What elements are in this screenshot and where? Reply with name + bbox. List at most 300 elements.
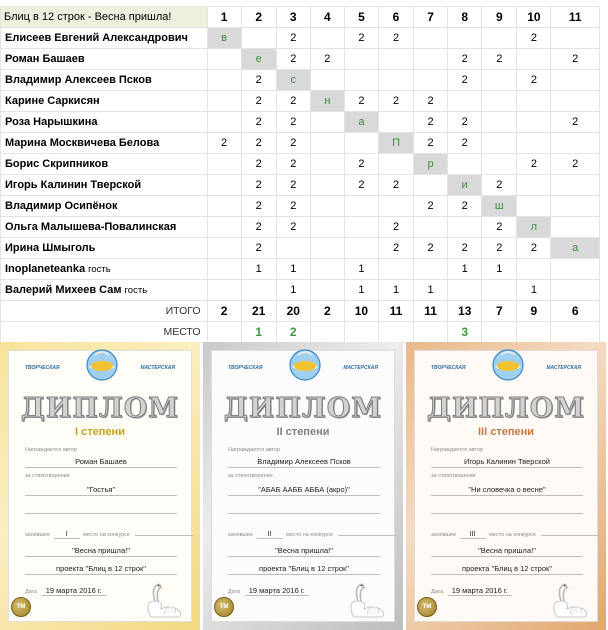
- score-cell: 1: [448, 259, 482, 280]
- participant-name-text: Роза Нарышкина: [5, 116, 98, 128]
- score-cell: 2: [241, 196, 276, 217]
- author-line: [25, 467, 177, 468]
- score-cell: [207, 217, 241, 238]
- score-cell: 1: [517, 280, 551, 301]
- participant-name: [1, 238, 208, 259]
- totals-row: [1, 301, 600, 322]
- place-row: [25, 531, 193, 539]
- blank-line: [228, 513, 380, 514]
- score-cell: 2: [241, 175, 276, 196]
- column-header: 8: [448, 7, 482, 28]
- score-cell: [482, 70, 517, 91]
- poem-title: "Ни словечка о весне": [468, 485, 546, 494]
- guest-label: гость: [124, 285, 148, 296]
- score-cell: 2: [207, 133, 241, 154]
- table-row: [1, 70, 600, 91]
- diagonal-letter-cell: а: [551, 238, 600, 259]
- participant-name: [1, 154, 208, 175]
- table-row: [1, 175, 600, 196]
- diagonal-letter-cell: а: [344, 112, 378, 133]
- score-cell: [517, 259, 551, 280]
- score-cell: [310, 280, 344, 301]
- diploma-sheet: [8, 350, 192, 622]
- participant-name-text: Борис Скрипников: [5, 158, 109, 170]
- total-value: 11: [378, 301, 413, 322]
- studio-left-text: ТВОРЧЕСКАЯ: [228, 365, 263, 371]
- swan-icon: [344, 579, 390, 619]
- place-prefix: занявшее: [228, 532, 254, 538]
- place-suffix: место на конкурсе: [83, 532, 130, 538]
- places-row: [1, 322, 600, 343]
- column-header: 4: [310, 7, 344, 28]
- participant-name-text: Карине Саркисян: [5, 95, 100, 107]
- participant-name: [1, 70, 208, 91]
- score-cell: 2: [482, 49, 517, 70]
- place-number: I: [54, 531, 80, 539]
- contest-line: [431, 556, 583, 557]
- author-name: Игорь Калинин Тверской: [464, 457, 550, 466]
- table-header-row: [1, 7, 600, 28]
- score-cell: 2: [414, 238, 448, 259]
- score-cell: 2: [344, 154, 378, 175]
- date-value: 19 марта 2016 г.: [448, 586, 512, 596]
- score-cell: [414, 259, 448, 280]
- score-cell: [414, 28, 448, 49]
- studio-logo-icon: [83, 347, 121, 383]
- diploma-card: [0, 342, 200, 630]
- score-cell: [448, 91, 482, 112]
- project-name: проекта "Блиц в 12 строк": [462, 564, 552, 573]
- score-cell: [378, 259, 413, 280]
- date-row: [431, 586, 512, 596]
- awarded-label: Награждается автор: [25, 447, 78, 453]
- place-blank: [541, 535, 599, 536]
- blank-line: [25, 513, 177, 514]
- studio-right-text: МАСТЕРСКАЯ: [140, 365, 175, 371]
- column-header: 1: [207, 7, 241, 28]
- column-header: 5: [344, 7, 378, 28]
- score-cell: [310, 196, 344, 217]
- score-cell: [378, 196, 413, 217]
- participant-name: [1, 196, 208, 217]
- score-cell: 2: [517, 28, 551, 49]
- diagonal-letter-cell: е: [241, 49, 276, 70]
- table-row: [1, 91, 600, 112]
- diagonal-letter-cell: л: [517, 217, 551, 238]
- place-suffix: место на конкурсе: [489, 532, 536, 538]
- score-cell: [448, 154, 482, 175]
- total-value: 9: [517, 301, 551, 322]
- place-value: [414, 322, 448, 343]
- score-cell: [207, 175, 241, 196]
- total-value: 6: [551, 301, 600, 322]
- score-cell: [310, 28, 344, 49]
- seal-icon: [417, 597, 437, 617]
- score-cell: 2: [344, 28, 378, 49]
- participant-name: [1, 175, 208, 196]
- score-cell: [276, 238, 310, 259]
- score-cell: [344, 70, 378, 91]
- diploma-title: ДИПЛОМ: [20, 393, 180, 424]
- score-cell: 2: [241, 133, 276, 154]
- score-cell: [482, 280, 517, 301]
- score-cell: 2: [378, 28, 413, 49]
- studio-logo-icon: [286, 347, 324, 383]
- score-cell: [551, 133, 600, 154]
- score-cell: [241, 28, 276, 49]
- table-row: [1, 28, 600, 49]
- table-row: [1, 49, 600, 70]
- table-row: [1, 217, 600, 238]
- participant-name: [1, 133, 208, 154]
- score-cell: [517, 133, 551, 154]
- table-row: [1, 280, 600, 301]
- seal-icon: [214, 597, 234, 617]
- score-cell: 1: [482, 259, 517, 280]
- contest-line: [25, 556, 177, 557]
- participant-name: [1, 112, 208, 133]
- score-cell: 2: [414, 91, 448, 112]
- author-line: [431, 467, 583, 468]
- participant-name-text: Ольга Малышева-Повалинская: [5, 221, 177, 233]
- score-cell: [207, 196, 241, 217]
- poem-line: [228, 495, 380, 496]
- score-cell: 2: [276, 196, 310, 217]
- score-cell: 1: [276, 280, 310, 301]
- score-cell: [414, 49, 448, 70]
- score-cell: 2: [276, 175, 310, 196]
- place-value: [482, 322, 517, 343]
- score-cell: 2: [241, 217, 276, 238]
- score-cell: [414, 217, 448, 238]
- diagonal-letter-cell: ш: [482, 196, 517, 217]
- column-header: 10: [517, 7, 551, 28]
- total-value: 13: [448, 301, 482, 322]
- places-label: МЕСТО: [1, 322, 208, 343]
- score-cell: 2: [378, 175, 413, 196]
- score-cell: 2: [276, 133, 310, 154]
- seal-text: ТМ: [16, 604, 26, 610]
- diploma-title: ДИПЛОМ: [223, 393, 383, 424]
- diploma-degree: II степени: [276, 426, 330, 438]
- participant-name-text: Inoplaneteanka: [5, 263, 86, 275]
- total-value: 21: [241, 301, 276, 322]
- score-cell: [207, 112, 241, 133]
- diploma-sheet: [414, 350, 598, 622]
- score-cell: [482, 112, 517, 133]
- score-cell: 2: [378, 217, 413, 238]
- score-cell: 2: [482, 217, 517, 238]
- score-cell: 2: [414, 196, 448, 217]
- score-cell: [378, 49, 413, 70]
- participant-name-text: Владимир Алексеев Псков: [5, 74, 152, 86]
- diagonal-letter-cell: в: [207, 28, 241, 49]
- score-cell: [310, 175, 344, 196]
- participant-name-text: Валерий Михеев Сам: [5, 284, 122, 296]
- date-label: Дата: [431, 589, 444, 595]
- column-header: 3: [276, 7, 310, 28]
- poem-label: за стихотворение: [431, 473, 476, 479]
- score-cell: 2: [448, 133, 482, 154]
- diagonal-letter-cell: н: [310, 91, 344, 112]
- score-cell: 2: [276, 49, 310, 70]
- score-cell: 1: [241, 259, 276, 280]
- date-label: Дата: [25, 589, 38, 595]
- table-row: [1, 154, 600, 175]
- author-name: Владимир Алексеев Псков: [257, 457, 351, 466]
- diploma-degree: I степени: [75, 426, 125, 438]
- score-cell: [517, 196, 551, 217]
- poem-label: за стихотворение: [25, 473, 70, 479]
- contest-line: [228, 556, 380, 557]
- column-header: 7: [414, 7, 448, 28]
- score-cell: 2: [276, 28, 310, 49]
- score-table: [0, 6, 600, 343]
- column-header: 11: [551, 7, 600, 28]
- participant-name-text: Роман Башаев: [5, 53, 85, 65]
- score-cell: [551, 217, 600, 238]
- score-cell: [344, 217, 378, 238]
- seal-text: ТМ: [422, 604, 432, 610]
- place-number: II: [257, 531, 283, 539]
- studio-logo-icon: [489, 347, 527, 383]
- participant-name: [1, 217, 208, 238]
- table-title: Блиц в 12 строк - Весна пришла!: [1, 7, 208, 28]
- score-cell: 2: [482, 238, 517, 259]
- score-cell: [310, 133, 344, 154]
- score-cell: [551, 280, 600, 301]
- score-cell: [517, 49, 551, 70]
- total-value: 7: [482, 301, 517, 322]
- place-value: 3: [448, 322, 482, 343]
- diploma-card: [203, 342, 403, 630]
- participant-name: [1, 91, 208, 112]
- score-cell: 1: [344, 259, 378, 280]
- studio-right-text: МАСТЕРСКАЯ: [546, 365, 581, 371]
- score-cell: [378, 70, 413, 91]
- score-cell: 2: [551, 49, 600, 70]
- participant-name: [1, 28, 208, 49]
- blank-line: [431, 513, 583, 514]
- score-cell: [310, 112, 344, 133]
- column-header: 2: [241, 7, 276, 28]
- contest-name: "Весна пришла!": [275, 546, 333, 555]
- score-cell: [344, 238, 378, 259]
- score-cell: [414, 70, 448, 91]
- score-cell: [310, 154, 344, 175]
- place-value: 1: [241, 322, 276, 343]
- score-cell: 2: [276, 154, 310, 175]
- poem-line: [25, 495, 177, 496]
- score-cell: [482, 133, 517, 154]
- score-cell: 2: [448, 112, 482, 133]
- score-cell: 2: [448, 70, 482, 91]
- score-cell: [414, 175, 448, 196]
- table-row: [1, 112, 600, 133]
- score-cell: [517, 91, 551, 112]
- table-row: [1, 196, 600, 217]
- score-cell: [310, 70, 344, 91]
- swan-icon: [141, 579, 187, 619]
- place-prefix: занявшее: [25, 532, 51, 538]
- total-value: 10: [344, 301, 378, 322]
- score-cell: [344, 196, 378, 217]
- score-cell: 1: [378, 280, 413, 301]
- date-value: 19 марта 2016 г.: [42, 586, 106, 596]
- contest-name: "Весна пришла!": [478, 546, 536, 555]
- score-cell: 2: [241, 112, 276, 133]
- score-cell: 2: [414, 112, 448, 133]
- studio-right-text: МАСТЕРСКАЯ: [343, 365, 378, 371]
- score-cell: [310, 238, 344, 259]
- score-cell: 2: [378, 91, 413, 112]
- place-number: III: [460, 531, 486, 539]
- participant-name-text: Марина Москвичева Белова: [5, 137, 160, 149]
- place-prefix: занявшее: [431, 532, 457, 538]
- score-cell: 2: [414, 133, 448, 154]
- awarded-label: Награждается автор: [431, 447, 484, 453]
- place-value: [344, 322, 378, 343]
- seal-icon: [11, 597, 31, 617]
- score-cell: [207, 259, 241, 280]
- diagonal-letter-cell: П: [378, 133, 413, 154]
- score-cell: [482, 28, 517, 49]
- project-name: проекта "Блиц в 12 строк": [259, 564, 349, 573]
- score-cell: [344, 133, 378, 154]
- total-value: 2: [207, 301, 241, 322]
- score-cell: 2: [448, 49, 482, 70]
- project-name: проекта "Блиц в 12 строк": [56, 564, 146, 573]
- poem-title: "АБАБ ААББ АББА (акро)": [258, 485, 350, 494]
- score-cell: 2: [517, 70, 551, 91]
- place-value: [551, 322, 600, 343]
- score-cell: 2: [241, 70, 276, 91]
- score-cell: [310, 217, 344, 238]
- score-cell: [551, 70, 600, 91]
- guest-label: гость: [88, 264, 111, 275]
- score-cell: [207, 70, 241, 91]
- score-cell: 2: [551, 154, 600, 175]
- totals-label: ИТОГО: [1, 301, 208, 322]
- participant-name-text: Елисеев Евгений Александрович: [5, 32, 188, 44]
- score-cell: 2: [448, 238, 482, 259]
- score-cell: [207, 154, 241, 175]
- project-line: [431, 574, 583, 575]
- score-cell: [517, 175, 551, 196]
- score-cell: 2: [241, 154, 276, 175]
- date-row: [25, 586, 106, 596]
- author-name: Роман Башаев: [75, 457, 127, 466]
- contest-name: "Весна пришла!": [72, 546, 130, 555]
- table-row: [1, 238, 600, 259]
- score-cell: [551, 175, 600, 196]
- column-header: 6: [378, 7, 413, 28]
- date-value: 19 марта 2016 г.: [245, 586, 309, 596]
- score-cell: [517, 112, 551, 133]
- participant-name: [1, 280, 208, 301]
- score-cell: [482, 154, 517, 175]
- score-cell: 2: [517, 154, 551, 175]
- score-cell: 2: [517, 238, 551, 259]
- participant-name-text: Владимир Осипёнок: [5, 200, 118, 212]
- studio-left-text: ТВОРЧЕСКАЯ: [431, 365, 466, 371]
- score-cell: [448, 28, 482, 49]
- place-value: [310, 322, 344, 343]
- place-value: 2: [276, 322, 310, 343]
- score-cell: 2: [276, 112, 310, 133]
- score-cell: [344, 49, 378, 70]
- total-value: 11: [414, 301, 448, 322]
- score-cell: [310, 259, 344, 280]
- project-line: [25, 574, 177, 575]
- score-cell: 2: [241, 91, 276, 112]
- score-cell: 1: [344, 280, 378, 301]
- score-cell: [207, 91, 241, 112]
- date-label: Дата: [228, 589, 241, 595]
- studio-left-text: ТВОРЧЕСКАЯ: [25, 365, 60, 371]
- diploma-title: ДИПЛОМ: [426, 393, 586, 424]
- participant-name: [1, 259, 208, 280]
- place-blank: [338, 535, 396, 536]
- participant-name-text: Игорь Калинин Тверской: [5, 179, 142, 191]
- poem-title: "Гостья": [86, 485, 116, 494]
- place-row: [431, 531, 599, 539]
- score-cell: 2: [276, 217, 310, 238]
- score-cell: 2: [241, 238, 276, 259]
- awarded-label: Награждается автор: [228, 447, 281, 453]
- place-value: [207, 322, 241, 343]
- place-value: [378, 322, 413, 343]
- score-cell: [551, 196, 600, 217]
- place-blank: [135, 535, 193, 536]
- date-row: [228, 586, 309, 596]
- score-cell: [207, 280, 241, 301]
- diploma-sheet: [211, 350, 395, 622]
- score-cell: [551, 28, 600, 49]
- score-cell: 2: [482, 175, 517, 196]
- score-cell: [448, 217, 482, 238]
- participant-name: [1, 49, 208, 70]
- score-cell: 1: [276, 259, 310, 280]
- participant-name-text: Ирина Шмыголь: [5, 242, 96, 254]
- poem-line: [431, 495, 583, 496]
- score-cell: 2: [310, 49, 344, 70]
- place-value: [517, 322, 551, 343]
- diagonal-letter-cell: и: [448, 175, 482, 196]
- score-cell: 2: [448, 196, 482, 217]
- score-cell: [378, 112, 413, 133]
- author-line: [228, 467, 380, 468]
- score-cell: [241, 280, 276, 301]
- column-header: 9: [482, 7, 517, 28]
- score-cell: 1: [414, 280, 448, 301]
- diploma-degree: III степени: [477, 426, 534, 438]
- table-row: [1, 259, 600, 280]
- score-cell: [551, 91, 600, 112]
- score-cell: [207, 238, 241, 259]
- score-cell: [378, 154, 413, 175]
- score-cell: [207, 49, 241, 70]
- poem-label: за стихотворение: [228, 473, 273, 479]
- score-cell: 2: [344, 175, 378, 196]
- total-value: 2: [310, 301, 344, 322]
- place-suffix: место на конкурсе: [286, 532, 333, 538]
- diploma-card: [406, 342, 606, 630]
- score-cell: [482, 91, 517, 112]
- seal-text: ТМ: [219, 604, 229, 610]
- score-cell: [551, 259, 600, 280]
- diagonal-letter-cell: р: [414, 154, 448, 175]
